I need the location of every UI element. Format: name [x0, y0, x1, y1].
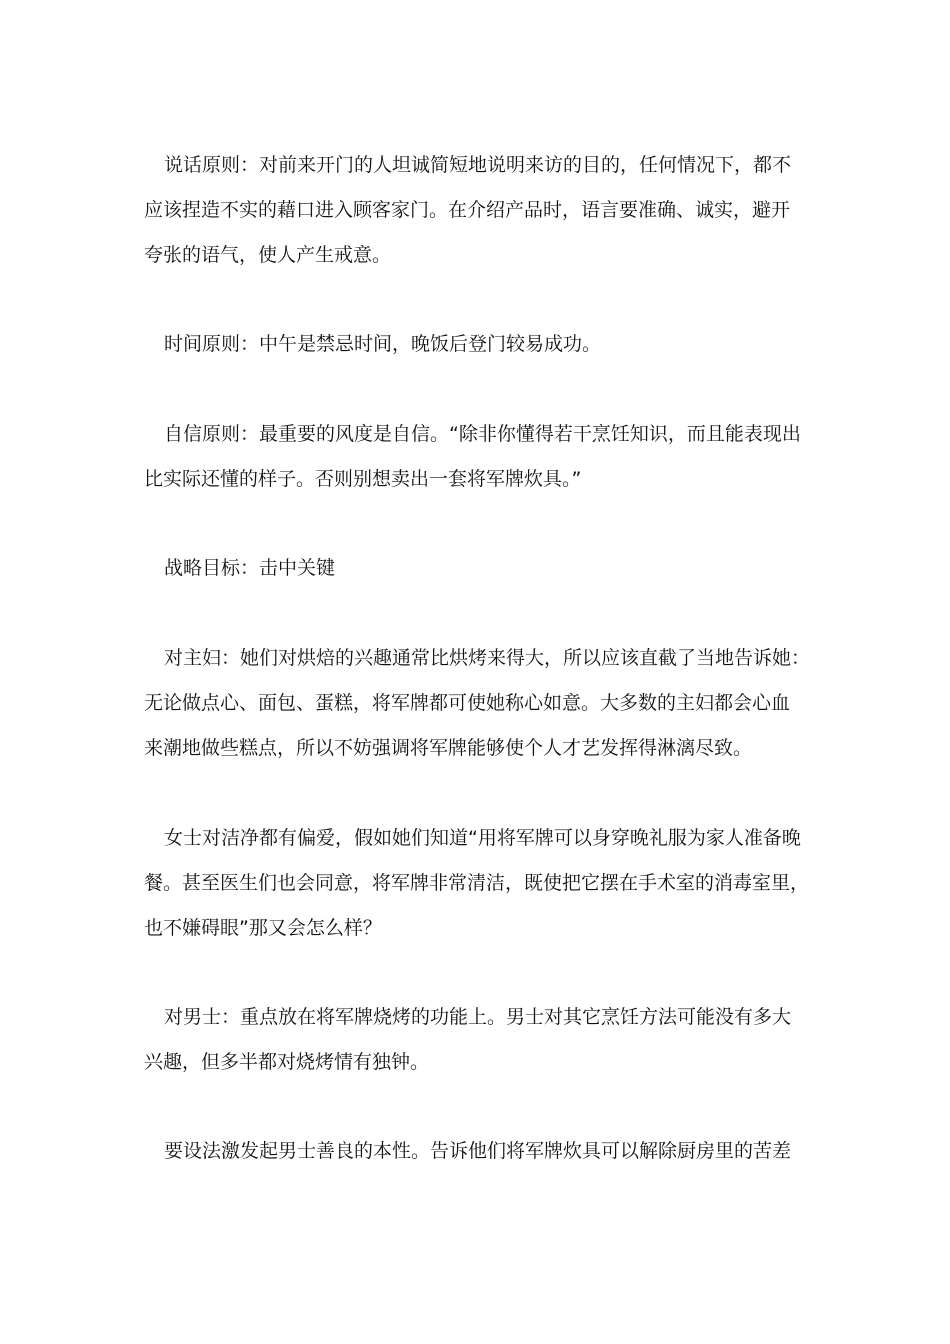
paragraph-line: 时间原则：中午是禁忌时间，晚饭后登门较易成功。 [164, 333, 602, 355]
paragraph-line: 来潮地做些糕点，所以不妨强调将军牌能够使个人才艺发挥得淋漓尽致。 [144, 737, 753, 759]
paragraph-line: 说话原则：对前来开门的人坦诚简短地说明来访的目的，任何情况下，都不 [164, 154, 792, 176]
paragraph-line: 女士对洁净都有偏爱，假如她们知道“用将军牌可以身穿晚礼服为家人准备晚 [164, 827, 801, 849]
paragraph-line: 无论做点心、面包、蛋糕，将军牌都可使她称心如意。大多数的主妇都会心血 [144, 692, 791, 714]
paragraph-line: 要设法激发起男士善良的本性。告诉他们将军牌炊具可以解除厨房里的苦差 [164, 1140, 792, 1162]
paragraph [144, 1129, 824, 1174]
paragraph-line: 餐。甚至医生们也会同意，将军牌非常清洁，既使把它摆在手术室的消毒室里， [144, 872, 810, 894]
paragraph [144, 143, 824, 278]
paragraph-line: 对男士：重点放在将军牌烧烤的功能上。男士对其它烹饪方法可能没有多大 [164, 1006, 792, 1028]
paragraph-line: 自信原则：最重要的风度是自信。“除非你懂得若干烹饪知识，而且能表现出 [164, 423, 801, 445]
paragraph [144, 636, 824, 771]
paragraph [144, 816, 824, 951]
paragraph [144, 412, 824, 502]
paragraph [144, 546, 824, 591]
paragraph-line: 战略目标：击中关键 [164, 557, 336, 579]
paragraph-line: 夸张的语气，使人产生戒意。 [144, 244, 392, 266]
paragraph-line: 对主妇：她们对烘焙的兴趣通常比烘烤来得大，所以应该直截了当地告诉她： [164, 647, 811, 669]
paragraph-line: 兴趣，但多半都对烧烤情有独钟。 [144, 1051, 430, 1073]
paragraph-line: 也不嫌碍眼”那又会怎么样？ [144, 917, 382, 939]
paragraph [144, 995, 824, 1085]
paragraph-line: 比实际还懂的样子。否则别想卖出一套将军牌炊具。” [144, 468, 582, 490]
paragraph-line: 应该捏造不实的藉口进入顾客家门。在介绍产品时，语言要准确、诚实，避开 [144, 199, 791, 221]
paragraph [144, 322, 824, 367]
